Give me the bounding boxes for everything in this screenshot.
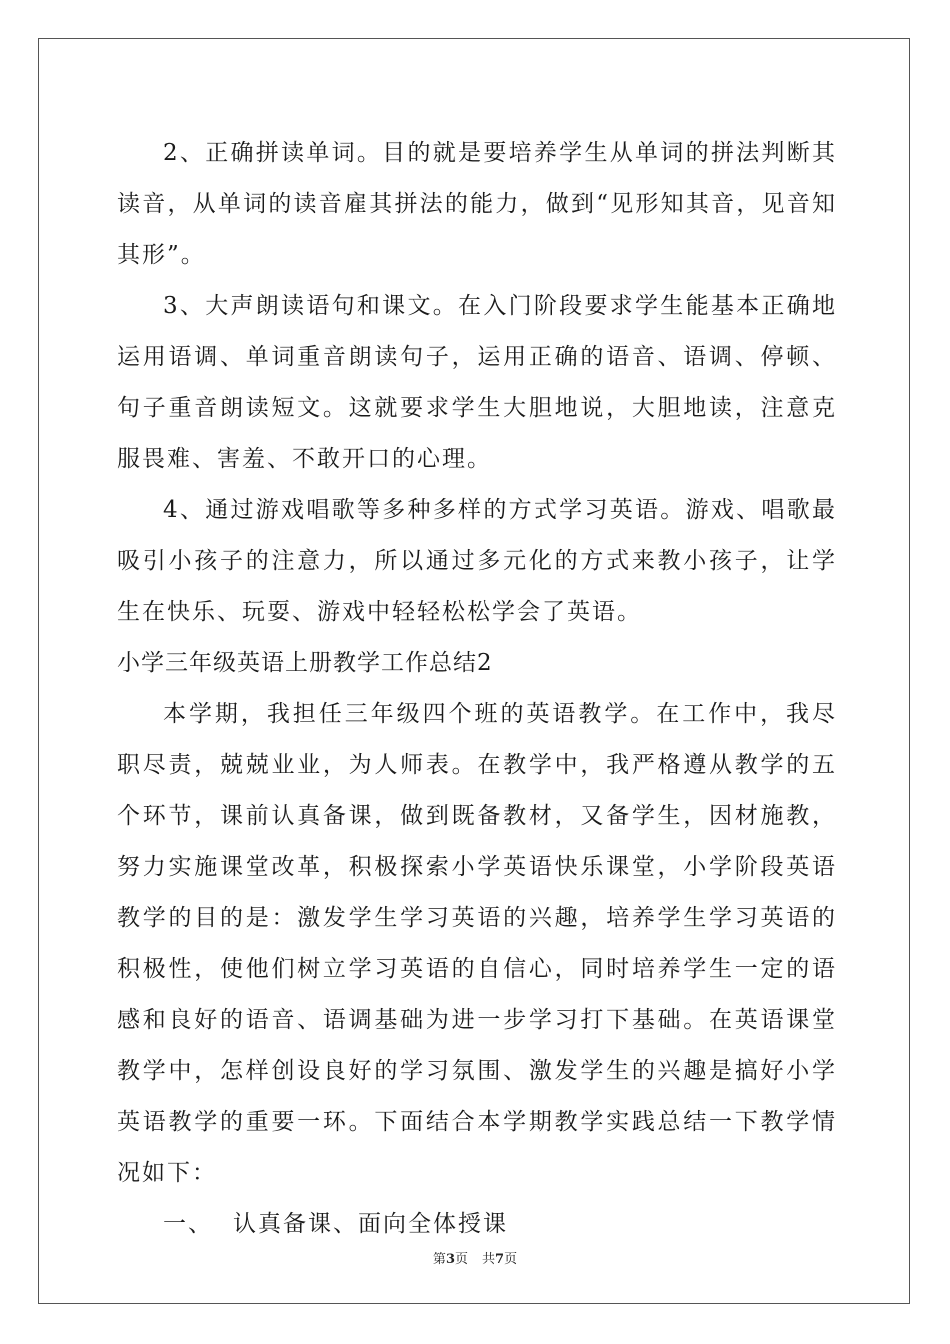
- footer-total-suffix: 页: [504, 1252, 518, 1267]
- paragraph-4: 4、通过游戏唱歌等多种多样的方式学习英语。游戏、唱歌最吸引小孩子的注意力，所以通过多元化的方式来教小孩子，让学生在快乐、玩耍、游戏中轻轻松松学会了英语。: [117, 497, 837, 625]
- footer-current-page: 3: [445, 1252, 455, 1267]
- intro-paragraph: 本学期，我担任三年级四个班的英语教学。在工作中，我尽职尽责，兢兢业业，为人师表。在教学中，我严格遵从教学的五个环节，课前认真备课，做到既备教材，又备学生，因材施教，努力实施课堂改革，积极探索小学英语快乐课堂，小学阶段英语教学的目的是：激发学生学习英语的兴趣，培养学生学习英语的积极性，使他们树立学习英语的自信心，同时培养学生一定的语感和良好的语音、语调基础为进一步学习打下基础。在英语课堂教学中，怎样创设良好的学习氛围、激发学生的兴趣是搞好小学英语教学的重要一环。下面结合本学期教学实践总结一下教学情况如下：: [117, 701, 837, 1186]
- footer-total-pages: 7: [495, 1252, 505, 1267]
- section-number: 一、: [163, 1211, 213, 1237]
- document-body: [117, 128, 837, 1250]
- footer-page-word: 页: [454, 1252, 468, 1267]
- section-title: 小学三年级英语上册教学工作总结2: [117, 650, 493, 676]
- footer-total-prefix: 共: [482, 1252, 496, 1267]
- footer-prefix: 第: [432, 1252, 446, 1267]
- section-heading: [117, 1199, 837, 1250]
- section-label: 认真备课、面向全体授课: [233, 1211, 508, 1237]
- paragraph-2: 2、正确拼读单词。目的就是要培养学生从单词的拼法判断其读音，从单词的读音雇其拼法的能力，做到“见形知其音，见音知其形”。: [117, 140, 837, 268]
- paragraph-3: 3、大声朗读语句和课文。在入门阶段要求学生能基本正确地运用语调、单词重音朗读句子，运用正确的语音、语调、停顿、句子重音朗读短文。这就要求学生大胆地说，大胆地读，注意克服畏难、害羞、不敢开口的心理。: [117, 293, 837, 472]
- page-footer: [0, 1248, 950, 1267]
